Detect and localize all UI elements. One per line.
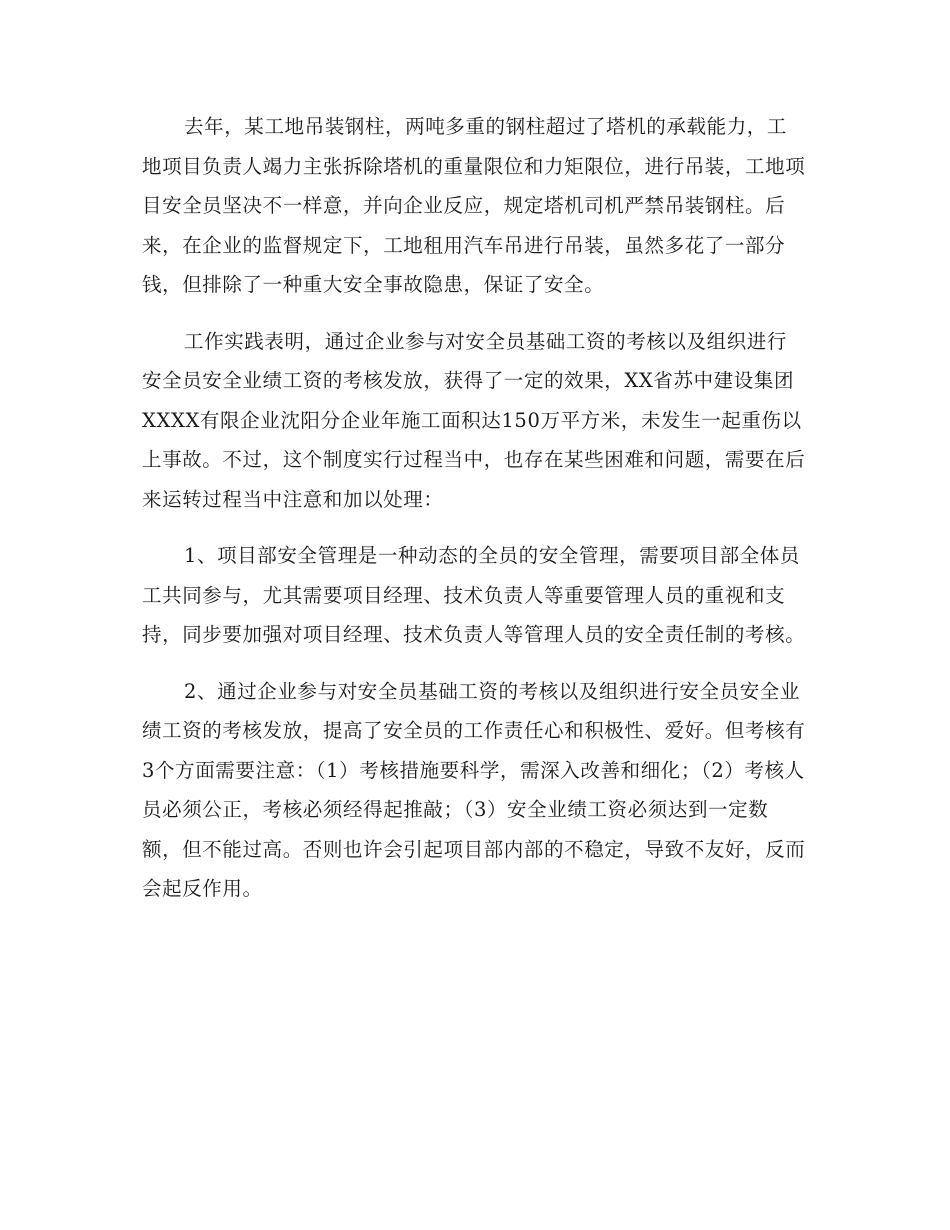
document-body: [142, 107, 807, 926]
paragraph-accident-case: 去年，某工地吊装钢柱，两吨多重的钢柱超过了塔机的承载能力，工地项目负责人竭力主张拆除塔机的重量限位和力矩限位，进行吊装，工地项目安全员坚决不一样意，并向企业反应，规定塔机司机严禁吊装钢柱。后来，在企业的监督规定下，工地租用汽车吊进行吊装，虽然多花了一部分钱，但排除了一种重大安全事故隐患，保证了安全。: [142, 115, 806, 296]
paragraph-practice-results: 工作实践表明，通过企业参与对安全员基础工资的考核以及组织进行安全员安全业绩工资的考核发放，获得了一定的效果，XX省苏中建设集团XXXX有限企业沈阳分企业年施工面积达150万平方米，未发生一起重伤以上事故。不过，这个制度实行过程当中，也存在某些困难和问题，需要在后来运转过程当中注意和加以处理：: [142, 329, 806, 511]
paragraph-point-1: 1、项目部安全管理是一种动态的全员的安全管理，需要项目部全体员工共同参与，尤其需要项目经理、技术负责人等重要管理人员的重视和支持，同步要加强对项目经理、技术负责人等管理人员的安全责任制的考核。: [142, 544, 806, 646]
paragraph-point-2: 2、通过企业参与对安全员基础工资的考核以及组织进行安全员安全业绩工资的考核发放，提高了安全员的工作责任心和积极性、爱好。但考核有3个方面需要注意：（1）考核措施要科学，需深入改善和细化；（2）考核人员必须公正，考核必须经得起推敲；（3）安全业绩工资必须达到一定数额，但不能过高。否则也许会引起项目部内部的不稳定，导致不友好，反而会起反作用。: [142, 679, 806, 900]
